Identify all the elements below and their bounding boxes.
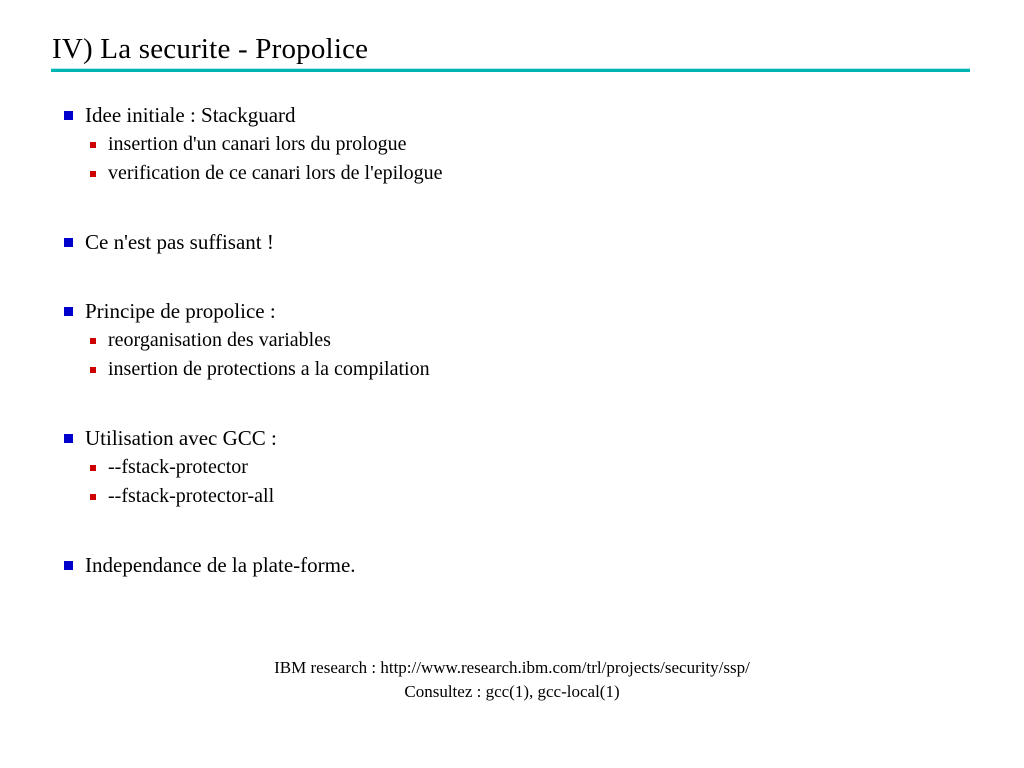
blue-square-bullet-icon <box>64 111 73 120</box>
page-title: IV) La securite - Propolice <box>52 33 369 65</box>
list-item-label: Ce n'est pas suffisant ! <box>85 230 274 254</box>
list-subitem <box>90 130 944 159</box>
list-subitem-label: verification de ce canari lors de l'epilogue <box>108 162 443 184</box>
list-item <box>64 101 944 130</box>
list-subitem <box>90 453 944 482</box>
red-square-bullet-icon <box>90 338 96 344</box>
list-item-label: Principe de propolice : <box>85 299 276 323</box>
blue-square-bullet-icon <box>64 561 73 570</box>
bullet-group-suffisant <box>64 228 944 257</box>
list-subitem <box>90 482 944 511</box>
footer-consult-note: Consultez : gcc(1), gcc-local(1) <box>404 682 620 701</box>
bullet-group-independance <box>64 551 944 580</box>
list-subitem-label: insertion de protections a la compilation <box>108 358 430 380</box>
footer-reference-url: IBM research : http://www.research.ibm.com/trl/projects/security/ssp/ <box>274 658 750 677</box>
list-item <box>64 551 944 580</box>
red-square-bullet-icon <box>90 171 96 177</box>
list-item-label: Utilisation avec GCC : <box>85 426 277 450</box>
title-underline <box>51 68 970 72</box>
list-subitem-label: --fstack-protector-all <box>108 485 275 507</box>
red-square-bullet-icon <box>90 494 96 500</box>
bullet-group-principe <box>64 297 944 384</box>
bullet-group-stackguard <box>64 101 944 188</box>
red-square-bullet-icon <box>90 465 96 471</box>
list-subitem-label: reorganisation des variables <box>108 329 331 351</box>
blue-square-bullet-icon <box>64 238 73 247</box>
list-subitem-label: --fstack-protector <box>108 456 248 478</box>
list-subitem <box>90 355 944 384</box>
list-subitem <box>90 159 944 188</box>
blue-square-bullet-icon <box>64 307 73 316</box>
list-item <box>64 424 944 453</box>
slide-footer <box>0 656 1024 704</box>
list-subitem <box>90 326 944 355</box>
list-item <box>64 297 944 326</box>
bullet-group-gcc <box>64 424 944 511</box>
bullet-list <box>64 101 944 620</box>
red-square-bullet-icon <box>90 142 96 148</box>
blue-square-bullet-icon <box>64 434 73 443</box>
list-item <box>64 228 944 257</box>
list-item-label: Independance de la plate-forme. <box>85 553 356 577</box>
list-item-label: Idee initiale : Stackguard <box>85 103 296 127</box>
list-subitem-label: insertion d'un canari lors du prologue <box>108 133 407 155</box>
red-square-bullet-icon <box>90 367 96 373</box>
